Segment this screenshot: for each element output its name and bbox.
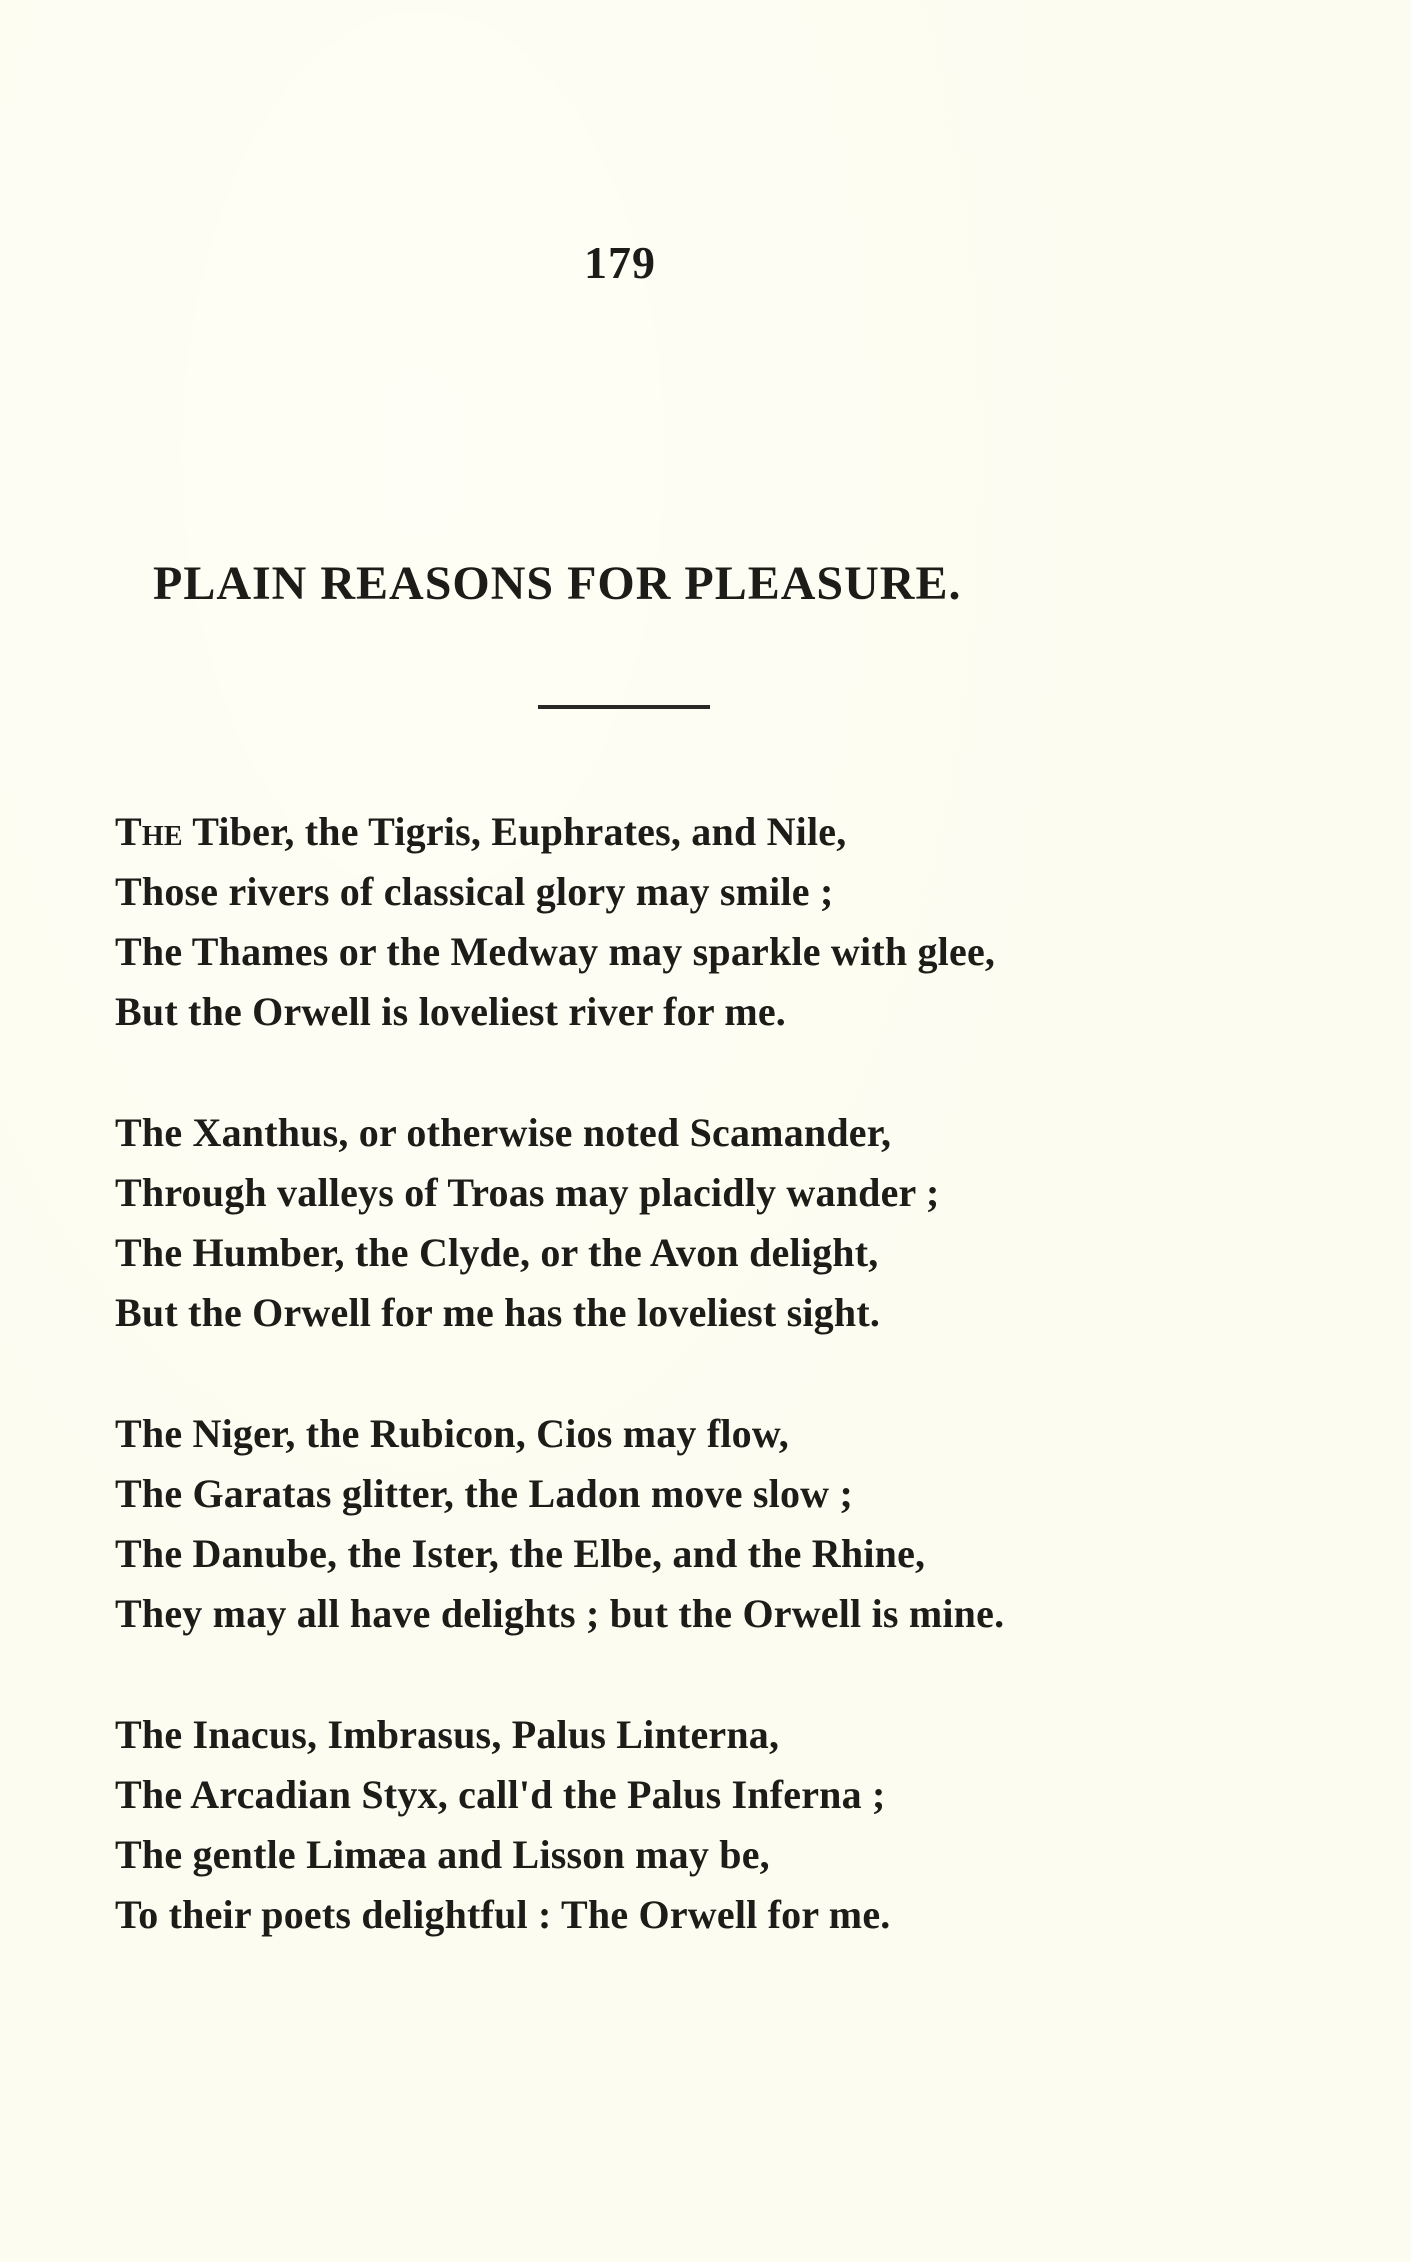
poem-line: But the Orwell is loveliest river for me. (115, 989, 786, 1034)
stanza-1 (115, 802, 1195, 1042)
poem-line: They may all have delights ; but the Orwell is mine. (115, 1591, 1005, 1636)
poem-line: The Xanthus, or otherwise noted Scamander, (115, 1110, 892, 1155)
poem-line: Those rivers of classical glory may smile ; (115, 869, 834, 914)
poem-line: The Thames or the Medway may sparkle with glee, (115, 929, 996, 974)
poem-line: To their poets delightful : The Orwell for me. (115, 1892, 891, 1937)
title-divider (538, 705, 710, 709)
opening-word: The (115, 809, 183, 854)
poem-line: Through valleys of Troas may placidly wander ; (115, 1170, 940, 1215)
poem-line: The Humber, the Clyde, or the Avon delight, (115, 1230, 879, 1275)
page-number: 179 (584, 237, 656, 288)
poem-line: The Danube, the Ister, the Elbe, and the Rhine, (115, 1531, 926, 1576)
poem-line: The Inacus, Imbrasus, Palus Linterna, (115, 1712, 780, 1757)
poem-line: The Niger, the Rubicon, Cios may flow, (115, 1411, 789, 1456)
poem-line: The Arcadian Styx, call'd the Palus Inferna ; (115, 1772, 886, 1817)
line-text: Tiber, the Tigris, Euphrates, and Nile, (182, 809, 847, 854)
stanza-2 (115, 1103, 1195, 1343)
poem-line: The gentle Limæa and Lisson may be, (115, 1832, 770, 1877)
poem-line: The Garatas glitter, the Ladon move slow ; (115, 1471, 853, 1516)
poem-line: But the Orwell for me has the loveliest sight. (115, 1290, 881, 1335)
stanza-4 (115, 1705, 1195, 1945)
poem-line (115, 802, 1195, 862)
poem-body (115, 802, 1195, 2006)
stanza-3 (115, 1404, 1195, 1644)
poem-title: PLAIN REASONS FOR PLEASURE. (153, 557, 962, 610)
